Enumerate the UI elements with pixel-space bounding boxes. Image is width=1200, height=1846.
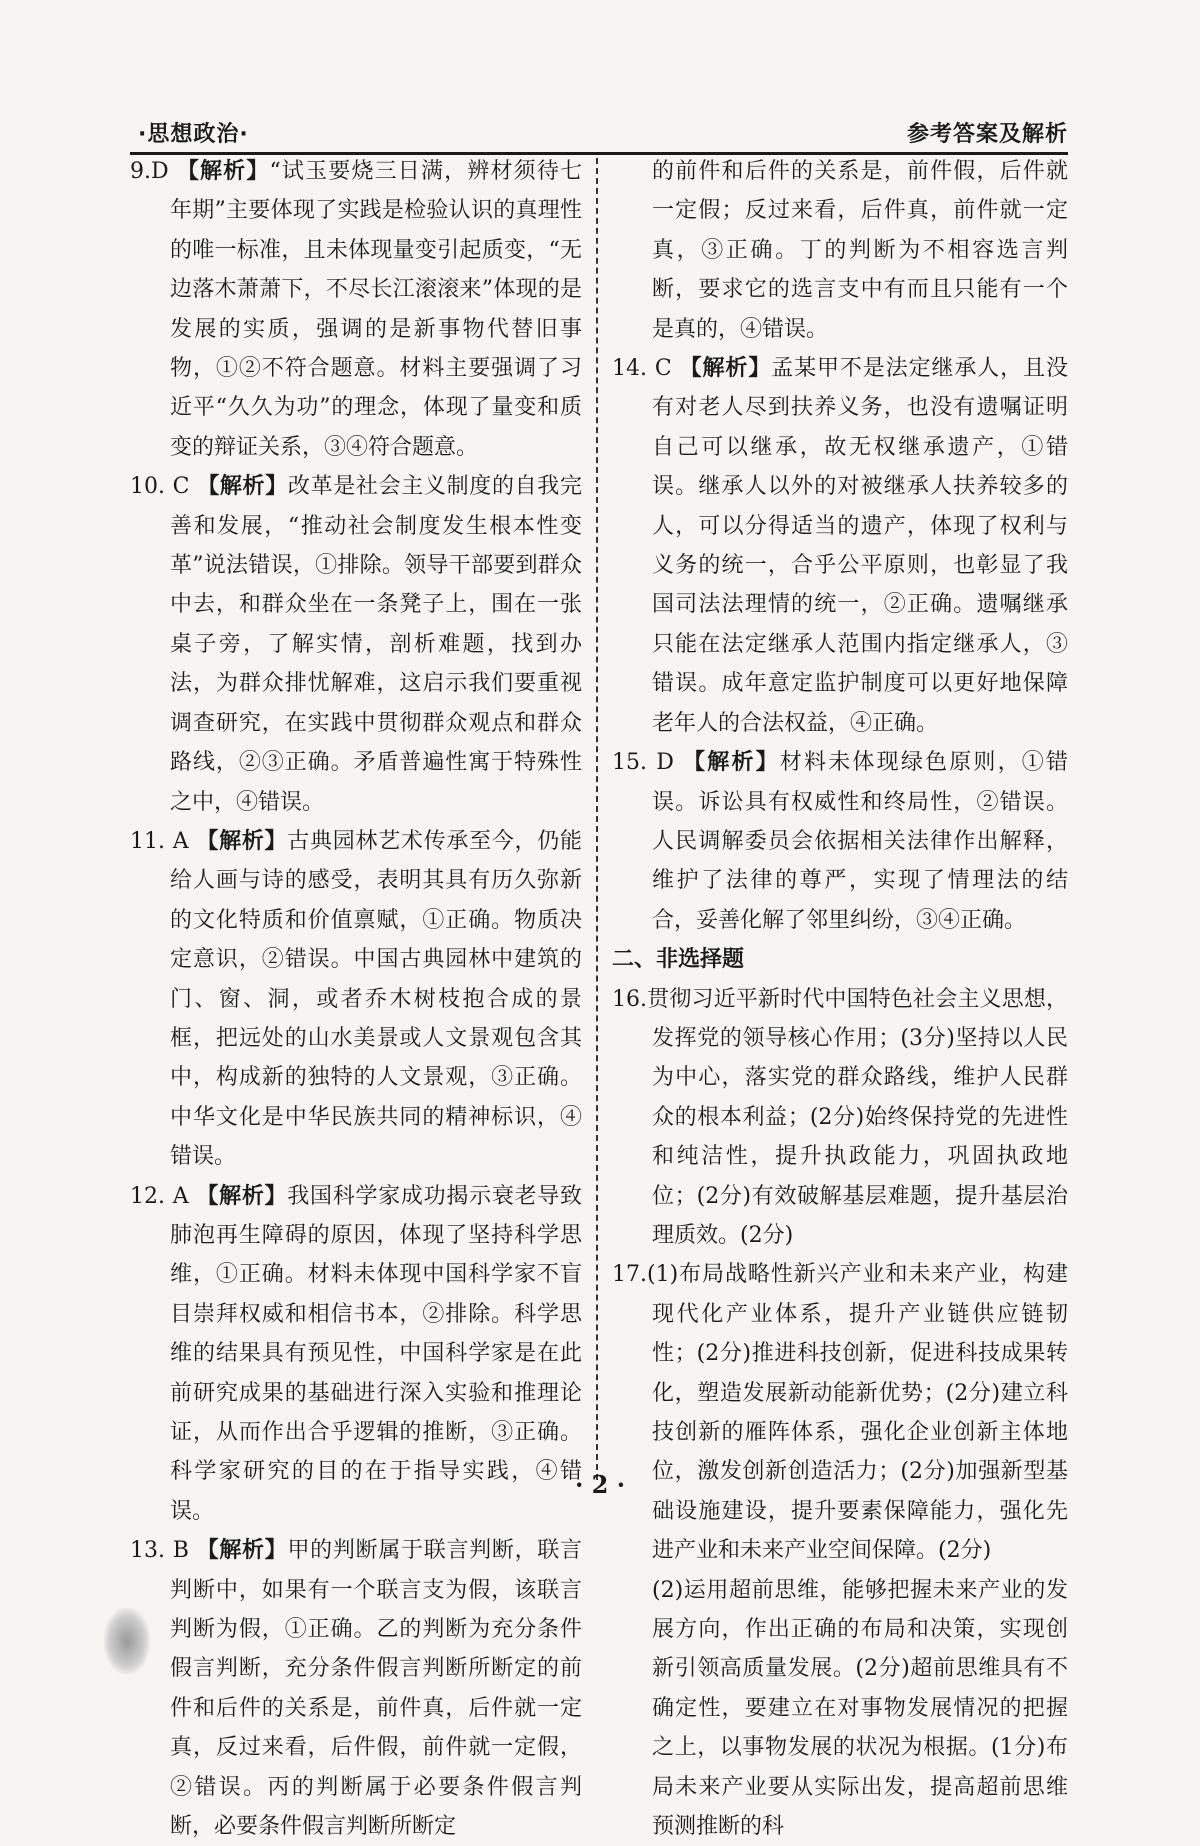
answer-item-17-part2: (2)运用超前思维，能够把握未来产业的发展方向，作出正确的布局和决策，实现创新引领高质量发展。(2分)超前思维具有不确定性，要建立在对事物发展情况的把握之上，以事物发展的状况为根据。(1分)布局未来产业要从实际出发，提高超前思维预测推断的科 bbox=[652, 1577, 1068, 1840]
section-title: 二、非选择题 bbox=[612, 947, 745, 973]
answer-item-13: 13. B 【解析】甲的判断属于联言判断，联言判断中，如果有一个联言支为假，该联言判断为假，①正确。乙的判断为充分条件假言判断，充分条件假言判断所断定的前件和后件的关系是，前件真，后件就一定真，反过来看，后件假，前件就一定假，②错误。丙的判断属于必要条件假言判断，必要条件假言判断所断定 bbox=[130, 1538, 583, 1840]
page-number: · 2 · bbox=[574, 1470, 626, 1499]
answer-item-17-part1: 17.(1)布局战略性新兴产业和未来产业，构建现代化产业体系，提升产业链供应链韧性；(2分)推进科技创新，促进科技成果转化，塑造发展新动能新优势；(2分)建立科技创新的雁阵体系，强化企业创新主体地位，激发创新创造活力；(2分)加强新型基础设施建设，提升要素保障能力，强化先进产业和未来产业空间保障。(2分) bbox=[612, 1262, 1068, 1564]
answer-item-15: 15. D 【解析】材料未体现绿色原则，①错误。诉讼具有权威性和终局性，②错误。人民调解委员会依据相关法律作出解释，维护了法律的尊严，实现了情理法的结合，妥善化解了邻里纠纷，③④正确。 bbox=[612, 750, 1068, 933]
answer-item-10: 10. C 【解析】改革是社会主义制度的自我完善和发展，“推动社会制度发生根本性变革”说法错误，①排除。领导干部要到群众中去，和群众坐在一条凳子上，围在一张桌子旁，了解实情，剖析难题，找到办法，为群众排忧解难，这启示我们要重视调查研究，在实践中贯彻群众观点和群众路线，②③正确。矛盾普遍性寓于特殊性之中，④错误。 bbox=[130, 474, 582, 815]
answer-item-9: 9.D 【解析】“试玉要烧三日满，辨材须待七年期”主要体现了实践是检验认识的真理性的唯一标准，且未体现量变引起质变，“无边落木萧萧下，不尽长江滚滚来”体现的是发展的实质，强调的是新事物代替旧事物，①②不符合题意。材料主要强调了习近平“久久为功”的理念，体现了量变和质变的辩证关系，③④符合题意。 bbox=[130, 159, 582, 460]
page-header bbox=[130, 108, 1068, 155]
answer-item-14: 14. C 【解析】孟某甲不是法定继承人，且没有对老人尽到扶养义务，也没有遗嘱证明自己可以继承，故无权继承遗产，①错误。继承人以外的对被继承人扶养较多的人，可以分得适当的遗产，体现了权利与义务的统一，合乎公平原则，也彰显了我国司法法理情的统一，②正确。遗嘱继承只能在法定继承人范围内指定继承人，③错误。成年意定监护制度可以更好地保障老年人的合法权益，④正确。 bbox=[612, 356, 1068, 736]
subject-label: ·思想政治· bbox=[138, 122, 249, 147]
answer-item-12: 12. A 【解析】我国科学家成功揭示衰老导致肺泡再生障碍的原因，体现了坚持科学思维，①正确。材料未体现中国科学家不盲目崇拜权威和相信书本，②排除。科学思维的结果具有预见性，中国科学家是在此前研究成果的基础进行深入实验和推理论证，从而作出合乎逻辑的推断，③正确。科学家研究的目的在于指导实践，④错误。 bbox=[130, 1183, 583, 1524]
answer-item-16: 16.贯彻习近平新时代中国特色社会主义思想，发挥党的领导核心作用；(3分)坚持以人民为中心，落实党的群众路线，维护人民群众的根本利益；(2分)始终保持党的先进性和纯洁性，提升执政能力，巩固执政地位；(2分)有效破解基层难题，提升基层治理质效。(2分) bbox=[612, 986, 1068, 1248]
column-divider bbox=[596, 158, 598, 1480]
answer-item-13-continued: 的前件和后件的关系是，前件假，后件就一定假；反过来看，后件真，前件就一定真，③正确。丁的判断为不相容选言判断，要求它的选言支中有而且只能有一个是真的，④错误。 bbox=[652, 159, 1068, 342]
left-column bbox=[130, 152, 582, 1846]
section-label: 参考答案及解析 bbox=[906, 122, 1068, 147]
answer-item-11: 11. A 【解析】古典园林艺术传承至今，仍能给人画与诗的感受，表明其具有历久弥新的文化特质和价值禀赋，①正确。物质决定意识，②错误。中国古典园林中建筑的门、窗、洞，或者乔木树枝抱合成的景框，把远处的山水美景或人文景观包含其中，构成新的独特的人文景观，③正确。中华文化是中华民族共同的精神标识，④错误。 bbox=[130, 828, 583, 1170]
scan-smudge bbox=[104, 1608, 150, 1674]
right-column bbox=[612, 152, 1068, 1846]
